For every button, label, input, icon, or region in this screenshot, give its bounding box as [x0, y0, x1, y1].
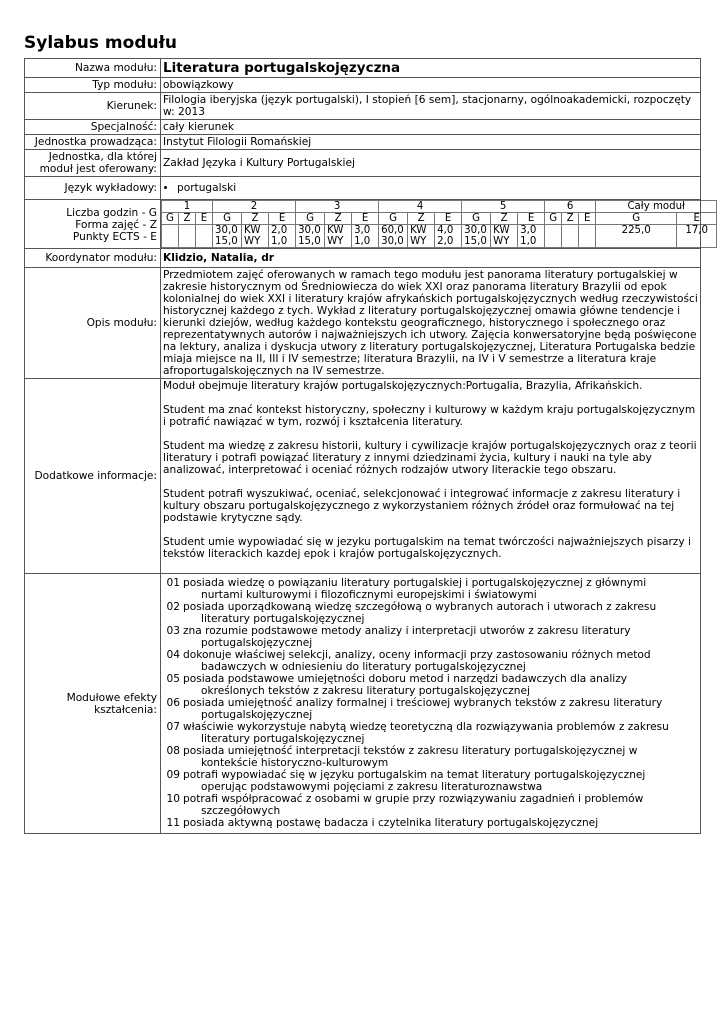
row-opis	[25, 268, 701, 379]
outcome-item: 08 posiada umiejętność interpretacji tekstów z zakresu literatury portugalskojęzycznej w kontekście historyczno-kulturowym	[166, 745, 638, 769]
sub-e: E	[196, 213, 213, 225]
semester-1: 1	[162, 201, 213, 213]
row-koordynator	[25, 249, 701, 268]
s2-hours: 30,0 15,0	[213, 225, 242, 248]
semester-2: 2	[213, 201, 296, 213]
sub-g: G	[296, 213, 325, 225]
hours-cell	[161, 200, 709, 249]
syllabus-table	[24, 58, 709, 834]
value-nazwa	[161, 59, 701, 78]
sub-e: E	[352, 213, 379, 225]
row-dodatkowe	[25, 379, 701, 574]
row-jednostka-dla	[25, 150, 701, 177]
outcome-item: 07 właściwie wykorzystuje nabytą wiedzę teoretyczną dla rozwiązywania problemów z zakresu literatury portugalskojęzycznej	[166, 721, 669, 745]
row-jednostka	[25, 135, 701, 150]
row-jezyk	[25, 177, 701, 200]
sub-g: G	[545, 213, 562, 225]
info-paragraph: Student ma znać kontekst historyczny, społeczny i kulturowy w każdym kraju portugalskojęzycznym i potrafić nawiązać w tym, rozwój i kształcenia literatury.	[163, 404, 696, 428]
sub-g: G	[462, 213, 491, 225]
s4-form: KW WY	[408, 225, 435, 248]
value-kierunek: Filologia iberyjska (język portugalski), I stopień [6 sem], stacjonarny, ogólnoakademicki, rozpoczęty w: 2013	[161, 93, 701, 120]
semester-6: 6	[545, 201, 596, 213]
value-jednostka-dla: Zakład Języka i Kultury Portugalskiej	[161, 150, 701, 177]
info-paragraph: Moduł obejmuje literatury krajów portugalskojęzycznych:Portugalia, Brazylia, Afrikańskich.	[163, 380, 643, 392]
outcome-item: 03 zna rozumie podstawowe metody analizy i interpretacji utworów z zakresu literatury portugalskojęzycznej	[166, 625, 631, 649]
hours-value-row	[162, 225, 717, 248]
sub-z: Z	[562, 213, 579, 225]
outcome-item: 04 dokonuje właściwej selekcji, analizy, oceny informacji przy zastosowaniu różnych metod badawczych w odniesieniu do literatury portugalskojęzycznej	[166, 649, 651, 673]
outcome-item: 05 posiada podstawowe umiejętności doboru metod i narzędzi badawczych dla analizy określonych tekstów z zakresu literatury portugalskojęzycznej	[166, 673, 628, 697]
value-specjalnosc: cały kierunek	[161, 120, 701, 135]
value-efekty	[161, 574, 701, 834]
row-nazwa	[25, 59, 701, 78]
value-dodatkowe	[161, 379, 701, 574]
value-typ: obowiązkowy	[161, 78, 701, 93]
value-jezyk	[161, 177, 701, 200]
module-name: Literatura portugalskojęzyczna	[163, 60, 401, 76]
label-nazwa: Nazwa modułu:	[25, 59, 161, 78]
sub-total-e: E	[677, 213, 717, 225]
page-title: Sylabus modułu	[24, 33, 178, 53]
outcome-item: 09 potrafi wypowiadać się w języku portugalskim na temat literatury portugalskojęzycznej operując podstawowymi pojęciami z zakresu literaturoznawstwa	[166, 769, 646, 793]
value-jednostka: Instytut Filologii Romańskiej	[161, 135, 701, 150]
outcome-item: 01 posiada wiedzę o powiązaniu literatury portugalskiej i portugalskojęzycznej z głównymi nurtami kulturowymi i filozoficznymi europejskimi i światowymi	[166, 577, 647, 601]
outcome-item: 06 posiada umiejętność analizy formalnej i treściowej wybranych tekstów z zakresu literatury portugalskojęzycznej	[166, 697, 663, 721]
sub-e: E	[579, 213, 596, 225]
sub-e: E	[435, 213, 462, 225]
s5-hours: 30,0 15,0	[462, 225, 491, 248]
s2-ects: 2,0 1,0	[269, 225, 296, 248]
semester-4: 4	[379, 201, 462, 213]
label-jednostka: Jednostka prowadząca:	[25, 135, 161, 150]
label-jednostka-dla: Jednostka, dla której moduł jest oferowany:	[25, 150, 161, 177]
row-specjalnosc	[25, 120, 701, 135]
s5-form: KW WY	[491, 225, 518, 248]
outcome-item: 11 posiada aktywną postawę badacza i czytelnika literatury portugalskojęzycznej	[166, 817, 599, 829]
label-jezyk: Język wykładowy:	[25, 177, 161, 200]
label-liczba-godzin: Liczba godzin - G	[66, 206, 157, 219]
label-opis: Opis modułu:	[25, 268, 161, 379]
label-typ: Typ modułu:	[25, 78, 161, 93]
sub-z: Z	[325, 213, 352, 225]
language-list	[163, 182, 698, 194]
row-kierunek	[25, 93, 701, 120]
s5-ects: 3,0 1,0	[518, 225, 545, 248]
label-dodatkowe: Dodatkowe informacje:	[25, 379, 161, 574]
value-opis: Przedmiotem zajęć oferowanych w ramach tego modułu jest panorama literatury portugalskiej w zakresie historycznym od Średniowiecza do wiek XXI oraz panorama literatury Brazylii od epok kolonialnej do wiek XXI i literatury krajów afrykańskich portugalskojęzycznych według rzeczywistości historycznej każdego z tych. Wykład z literatury portugalskojęzycznej omawia główne tendencje i kierunki dziejów, według każdego kontekstu geograficznego, historycznego i społecznego oraz reprezentatywnych autorów i najważniejszych ich utwory. Zajęcia konwersatoryjne będą poświęcone na lektury, analiza i dyskucja utwory z literatury portugalskojęzycznej, Literatura Portugalska bedzie miaja miejsce na II, III i IV semestrze; literatura Brazylii, na IV i V semestrze a literatura kraje afroportugalskojęcznych na IV semestrze.	[161, 268, 701, 379]
info-paragraph: Student potrafi wyszukiwać, oceniać, selekcjonować i integrować informacje z zakresu literatury i kultury obszaru portugalskojęzycznego z wykorzystaniem różnych źródeł oraz formułować na tej podstawie krytyczne sądy.	[163, 488, 681, 524]
s4-ects: 4,0 2,0	[435, 225, 462, 248]
total-ects: 17,0	[677, 225, 717, 248]
sub-z: Z	[242, 213, 269, 225]
hours-table	[161, 200, 717, 248]
label-forma-zajec: Forma zajęć - Z	[75, 218, 157, 231]
label-koordynator: Koordynator modułu:	[25, 249, 161, 268]
label-efekty: Modułowe efekty kształcenia:	[25, 574, 161, 834]
sub-z: Z	[179, 213, 196, 225]
label-punkty: Punkty ECTS - E	[72, 230, 157, 243]
hours-sub-row	[162, 213, 717, 225]
info-paragraph: Student ma wiedzę z zakresu historii, kultury i cywilizacje krajów portugalskojęzycznych oraz z teorii literatury i potrafi powiązać literatury z innymi dziedzinami życia, kultury i nauki na tyle aby analizować, interpretować i oceniać różnych rodzajów utwory literackie tego obszaru.	[163, 440, 697, 476]
s4-hours: 60,0 30,0	[379, 225, 408, 248]
s3-form: KW WY	[325, 225, 352, 248]
outcome-item: 02 posiada uporządkowaną wiedzę szczegółową o wybranych autorach i utworach z zakresu literatury portugalskojęzycznej	[166, 601, 657, 625]
outcome-item: 10 potrafi współpracować z osobami w grupie przy rozwiązywaniu zagadnień i problemów szczegółowych	[166, 793, 644, 817]
label-specjalnosc: Specjalność:	[25, 120, 161, 135]
semester-5: 5	[462, 201, 545, 213]
sub-g: G	[213, 213, 242, 225]
s2-form: KW WY	[242, 225, 269, 248]
sub-total-g: G	[596, 213, 677, 225]
sub-e: E	[518, 213, 545, 225]
info-paragraph: Student umie wypowiadać się w jezyku portugalskim na temat twórczości najważniejszych pisarzy i tekstów literackich kazdej epok i krajów portugalskojęzycznych.	[163, 536, 691, 560]
coordinator-name: Klidzio, Natalia, dr	[163, 252, 275, 264]
language-item: • portugalski	[177, 182, 698, 194]
row-typ	[25, 78, 701, 93]
row-godziny	[25, 200, 701, 249]
sub-e: E	[269, 213, 296, 225]
sub-g: G	[379, 213, 408, 225]
row-efekty	[25, 574, 701, 834]
sub-g: G	[162, 213, 179, 225]
s3-ects: 3,0 1,0	[352, 225, 379, 248]
total-header: Cały moduł	[596, 201, 717, 213]
sub-z: Z	[408, 213, 435, 225]
value-koordynator	[161, 249, 701, 268]
label-kierunek: Kierunek:	[25, 93, 161, 120]
sub-z: Z	[491, 213, 518, 225]
hours-semester-row	[162, 201, 717, 213]
total-hours: 225,0	[596, 225, 677, 248]
semester-3: 3	[296, 201, 379, 213]
label-godziny	[25, 200, 161, 249]
outcomes-list	[163, 575, 698, 832]
s3-hours: 30,0 15,0	[296, 225, 325, 248]
